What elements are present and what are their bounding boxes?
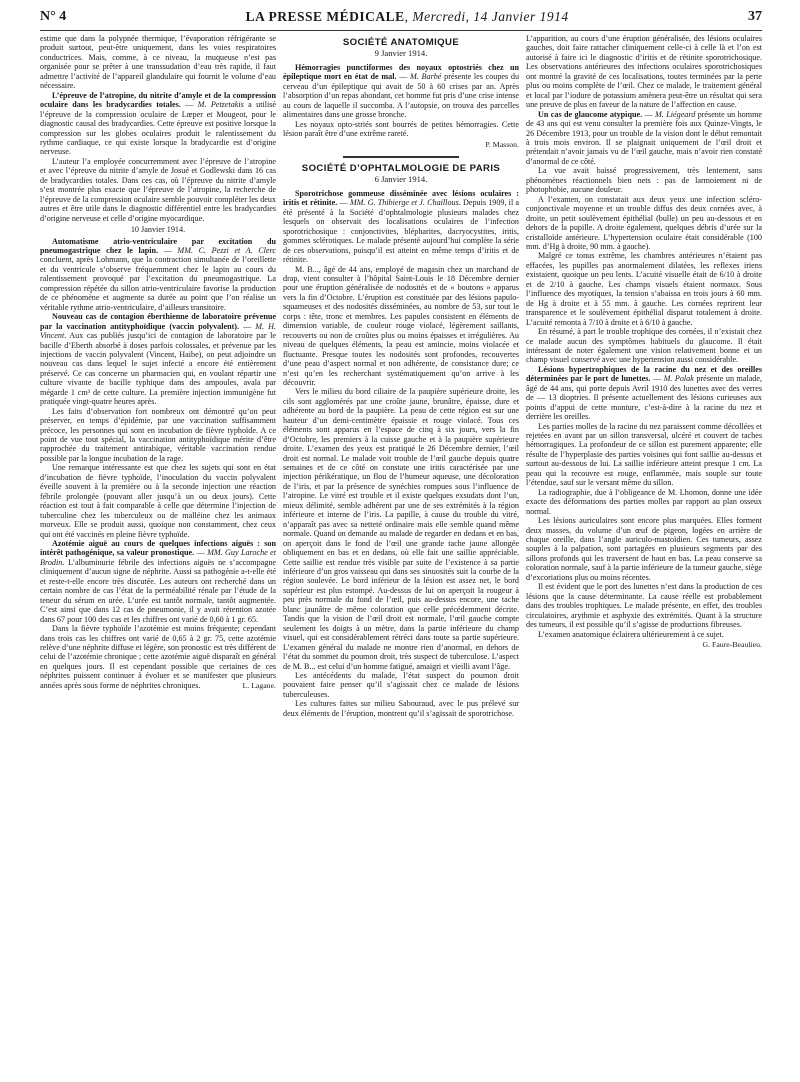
- paragraph: Malgré ce tonus extrême, les chambres antérieures n’étaient pas effacées, les pupilles pas anormalement dilatées, les reflexes iriens existaient, quoique un peu lents. L’acuité visuelle était de 6/10 à droite et de 2/10 à gauche. Les champs visuels étaient normaux. Sous l’influence des myotiques, la tension s’abaissa en trois jours à 60 mm. de Hg à droite et à 55 mm. à gauche. Les cornées reprirent leur transparence et le soulèvement épithélial disparut totalement à droite. L’acuité remonta à 7/10 à droite et à 6/10 à gauche.: [526, 251, 762, 327]
- paragraph: La vue avait baissé progressivement, très lentement, sans phénomènes réactionnels bien nets : pas de larmoiement ni de photophobie, aucune douleur.: [526, 166, 762, 195]
- section-date: 9 Janvier 1914.: [374, 48, 428, 59]
- session-date: 10 Janvier 1914.: [130, 225, 186, 235]
- article-title: Un cas de glaucome atypique.: [538, 109, 643, 119]
- article-text: présente un malade, âgé de 44 ans, qui porte depuis Avril 1910 des lunettes avec des verres de — 13 dioptries. Il présente actuellement des lésions curieuses aux points d’appui de cette monture, c’est-à-dire à la racine du nez et derrière les oreilles.: [526, 374, 763, 422]
- paragraph: estime que dans la polypnée thermique, l’évaporation réfrigérante se produit surtout, peut-être uniquement, dans les voies respiratoires conductrices. Mais, comme, à ce niveau, la muqueuse n’est pas organisée pour se prêter à une transsudation d’eau très rapide, il faut admettre l’activité de l’appareil glandulaire qui fournit le volume d’eau nécessaire.: [40, 34, 276, 91]
- article-text: concluent, après Lohmann, que la contraction simultanée de l’oreillette et du ventricule s’observe fréquemment chez le lapin au cours du ralentissement provoqué par l’excitation du pneumogastrique. La compression répétée du sillon atrio-ventriculaire favorise la production de ce phénomène et augmente sa durée au point que l’on réalise un véritable rythme atrio-ventriculaire, d’ailleurs transitoire.: [40, 255, 276, 312]
- issue-date: Mercredi, 14 Janvier 1914: [412, 9, 569, 24]
- article-text: . L’albuminurie fébrile des infections aiguës ne s’accompagne cliniquement d’aucun signe de néphrite. Aussi sa pathogénie a-t-elle été et reste-t-elle encore très discutée. Les auteurs ont recherché dans un certain nombre de cas l’état de la perméabilité rénale par l’étude de la teneur du sérum en urée. L’urée est tantôt normale, tantôt augmentée. C’est ainsi que dans 12 cas de pneumonie, il y avait rétention azotée dans 67 pour 100 des cas et les chiffres ont varié de 0,60 à 1 gr. 65.: [40, 557, 276, 624]
- article-petzetakis: L’épreuve de l’atropine, du nitrite d’amyle et de la compression oculaire dans les bradycardies totales. — M. Petzetakis a utilisé l’épreuve de la compression oculaire de Lœper et Mougeot, pour le diagnostic causal des bradycardies. Cette épreuve est positive lorsque la compression sur les globes oculaires produit le ralentissement du rythme cardiaque, ce qui existe lorsque la bradycardie est d’origine nerveuse.: [40, 90, 277, 157]
- page-number: 37: [747, 9, 762, 24]
- paragraph: L’examen anatomique éclairera ultérieurement à ce sujet.: [538, 629, 724, 639]
- article-text: Dans la fièvre typhoïde l’azotémie est moins fréquente; cependant dans trois cas les chiffres ont varié de 0,65 à 2 gr. 75, cette azotémie relève d’une néphrite diffuse et légère, son pronostic est très différent de celui de l’azotémie chronique ; cette azotémie aiguë disparaît en général en quelques jours. Il est cependant possible que certaines de ces néphrites puissent continuer à évoluer et se manifester que plusieurs années après sous forme de néphrites chroniques.: [40, 624, 276, 690]
- section-date: 6 Janvier 1914.: [374, 174, 428, 185]
- section-heading: SOCIÉTÉ ANATOMIQUE: [342, 37, 460, 48]
- paragraph: L’apparition, au cours d’une éruption généralisée, des lésions oculaires gauches, doit faire rattacher cliniquement celle-ci à celle là et l’on est autorisé à faire ici le diagnostic d’iritis et de rétinite sporotrichosique. Les observations antérieures des infections oculaires sporotrichosiques ont montré la gravité de ces localisations, toutes terminées par la perte plus ou moins complète de l’œil. Chez ce malade, le traitement général et local par l’iodure de potassium amènera peut-être un résultat qui sera une preuve de plus en faveur de la nature de l’affection en cause.: [526, 34, 762, 110]
- page-header: [40, 4, 762, 31]
- article-barbe: Hémorragies punctiformes des noyaux optostriés chez un épileptique mort en état de mal. — M. Barbé présente les coupes du cerveau d’un épileptique qui avait de 50 à 60 crises par an. Après l’absorption d’un repas abondant, cet homme fut pris d’une crise intense au cours de laquelle il succomba. A l’autopsie, on trouva des parcelles alimentaires dans une grosse bronche.: [283, 62, 520, 120]
- article-text: présente un homme de 43 ans qui est venu consulter la première fois aux Quinze-Vingts, le 26 Décembre 1913, pour un trouble de la vision dont le début remontait à trois mois environ. Il se plaignait uniquement de l’œil droit et prétendait n’avoir jamais vu de l’œil gauche, mais n’avoir rien constaté d’anormal de ce côté.: [526, 109, 762, 166]
- paragraph: A l’examen, on constatait aux deux yeux une infection scléro-conjonctivale moyenne et un trouble diffus des deux cornées avec, à droite, un petit soulèvement épithélial (bulle) un peu au-dessous et en dehors de la pupille. A droite également, quelques débris d’urée sur la cristalloïde antérieure. L’hypertension oculaire était considérable (100 mm. d’Hg à droite, 90 mm. à gauche).: [526, 194, 762, 251]
- paragraph: [40, 624, 276, 690]
- article-title: Hémorragies punctiformes des noyaux optostriés chez un épileptique mort en état de mal.: [283, 62, 519, 82]
- article-laroche-brodin: Azotémie aiguë au cours de quelques infections aiguës : son intérêt pathogénique, sa valeur pronostique. — MM. Guy Laroche et Brodin. L’albuminurie fébrile des infections aiguës ne s’accompagne cliniquement d’aucun signe de néphrite. Aussi sa pathogénie a-t-elle été et reste-t-elle encore très discutée. Les auteurs ont recherché dans un certain nombre de cas l’état de la perméabilité rénale par l’étude de la teneur du sérum en urée. L’urée est tantôt normale, tantôt augmentée. C’est ainsi que dans 12 cas de pneumonie, il y avait rétention azotée dans 67 pour 100 des cas et les chiffres ont varié de 0,60 à 1 gr. 65.: [40, 539, 276, 624]
- signature: L. Lagane.: [242, 680, 276, 690]
- column-left: [40, 34, 276, 690]
- article-text: présente les coupes du cerveau d’un épileptique qui avait de 50 à 60 crises par an. Après l’absorption d’un repas abondant, cet homme fut pris d’une crise intense au cours de laquelle il succomba. A l’autopsie, on trouva des parcelles alimentaires dans une grosse bronche.: [283, 72, 520, 120]
- article-title: Lésions hypertrophiques de la racine du nez et des oreilles déterminées par le port de lunettes.: [526, 364, 762, 384]
- paragraph: En résumé, à part le trouble trophique des cornées, il n’existait chez ce malade aucun des symptômes habituels du glaucome. Il était intéressant de noter également une vision relativement bonne et un champ visuel conservé avec une hypertension aussi considérable.: [526, 327, 762, 365]
- article-author: M. H. Vincent: [40, 321, 277, 341]
- article-text: . Aux cas publiés jusqu’ici de contagion de laboratoire par le bacille d’Eberth absorbé à doses parfois colossales, et prévenue par les injections de vaccin polyvalent (Vincent, Haibe), on peut adjoindre un nouveau cas dans lequel le sujet infecté a encore été entièrement préservé. Ce cas concerne un pharmacien qui, en voulant répartir une culture vivante de bacille typhique dans des ampoules, avala par mégarde 1 cm³ de cette culture. La première injection immunigène fut pratiquée vingt-quatre heures après.: [40, 331, 276, 407]
- paragraph: M. B..., âgé de 44 ans, employé de magasin chez un marchand de drap, vient consulter à l’hôpital Saint-Louis le 18 Décembre dernier pour une éruption généralisée de nodosités et de « boutons » apparus vers la fin d’Octobre. L’éruption est constituée par des lésions papulo-squameuses et des nodosités disséminées, au nombre de 53, sur tout le corps : tête, tronc et membres. Les papules consistent en éléments de dimension variable, de couleur rouge violacé, légèrement saillants, recouverts ou non de croûtes plus ou moins épaisses et irrégulières. Au niveau de quelques éléments, la peau est amincie, moins violacée et fluctuante. Presque toutes les nodosités sont profondes, recouvertes d’une peau d’aspect normal et non adhérente, de consistance dure; ce n’est qu’en les recherchant systématiquement qu’on arrive à les découvrir.: [283, 264, 519, 387]
- article-author: M. Petzetakis: [197, 100, 244, 110]
- article-author: MM. Guy Laroche et Brodin: [40, 548, 276, 567]
- article-liegeard: Un cas de glaucome atypique. — M. Liégeard présente un homme de 43 ans qui est venu consulter la première fois aux Quinze-Vingts, le 26 Décembre 1913, pour un trouble de la vision dont le début remontait à trois mois environ. Il se plaignait uniquement de l’œil droit et prétendait n’avoir jamais vu de l’œil gauche, mais n’avoir rien constaté d’anormal de ce côté.: [526, 109, 762, 166]
- paragraph: Une remarque intéressante est que chez les sujets qui sont en état d’incubation de fièvre typhoïde, l’inoculation du vaccin polyvalent éveille souvent à la première ou à la seconde injection une réaction fébrile prolongée (pouvant aller jusqu’à un ou deux jours). Cette réaction est tout à fait comparable à celle que détermine l’injection de tuberculine chez les tuberculeux ou de malléine chez les animaux morveux. Elle se produit aussi, quoique non constamment, chez ceux qui ont été vaccinés en pleine fièvre typhoïde.: [40, 463, 276, 539]
- paragraph: Les cultures faites sur milieu Sabouraud, avec le pus prélevé sur deux éléments de l’éruption, montrent qu’il s’agissait de sporotrichose.: [283, 699, 519, 718]
- paragraph: Les faits d’observation fort nombreux ont démontré qu’on peut préserver, en temps d’épidémie, par une vaccination suffisamment précoce, les personnes qui sont en incubation de fièvre typhoïde. A ce point de vue tout spécial, la vaccination antityphoïdique mérite d’être rapprochée du traitement antirabique, véritable vaccination rendue possible par la longue incubation de la rage.: [40, 406, 276, 463]
- article-text: . Depuis 1909, il a été présenté à la Société d’ophtalmologie plusieurs malades chez lesquels on observait des localisations oculaires de l’infection sporotrichosique : conjonctivites, blépharites, dacryocystites, iritis, gommes sclérotiques. Le malade présenté aujourd’hui complète la série de ces observations, puisqu’il est atteint en même temps d’iritis et de rétinite.: [283, 198, 520, 265]
- article-pezzi-clerc: Automatisme atrio-ventriculaire par excitation du pneumogastrique chez le lapin. — MM. C. Pezzi et A. Clerc concluent, après Lohmann, que la contraction simultanée de l’oreillette et du ventricule s’observe fréquemment chez le lapin au cours du ralentissement provoqué par l’excitation du pneumogastrique. La compression répétée du sillon atrio-ventriculaire favorise la production de ce phénomène et augmente sa durée au point que l’on réalise un véritable rythme atrio-ventriculaire, d’ailleurs transitoire.: [40, 236, 276, 312]
- article-title: Azotémie aiguë au cours de quelques infections aiguës : son intérêt pathogénique, sa valeur pronostique.: [40, 539, 276, 558]
- running-title: LA PRESSE MÉDICALE, Mercredi, 14 Janvier 1914: [245, 9, 569, 24]
- column-right: [526, 34, 762, 649]
- article-author: M. Liégeard: [655, 109, 696, 119]
- article-title: Automatisme atrio-ventriculaire par excitation du pneumogastrique chez le lapin.: [40, 236, 276, 255]
- article-title: Nouveau cas de contagion éberthienne de laboratoire prévenue par la vaccination antityphoïdique (vaccin polyvalent).: [40, 312, 276, 331]
- paragraph: L’auteur l’a employée concurremment avec l’épreuve de l’atropine et avec l’épreuve du nitrite d’amyle de Josué et Godlewski dans 16 cas de bradycardies totales. Dans ces cas, où l’épreuve du nitrite d’amyle s’est montrée plus exacte que l’épreuve de l’atropine, la recherche de l’épreuve de la compression oculaire semble pouvoir compléter les deux autres et être utile dans le diagnostic différentiel entre les bradycardies d’origine nerveuse et celle d’origine myocardique.: [40, 156, 276, 223]
- paragraph: Les noyaux opto-striés sont bourrés de petites hémorragies. Cette lésion paraît être d’une extrême rareté.: [283, 119, 519, 139]
- paragraph: Il est évident que le port des lunettes n’est dans la production de ces lésions que la cause déterminante. La cause réelle est probablement dans des troubles trophiques. Le malade présente, en effet, des troubles circulatoires, arythmie et asphyxie des extrémités. Quant à la structure des tumeurs, il est possible qu’il s’agisse de productions fibreuses.: [526, 582, 762, 630]
- paragraph: Vers le milieu du bord ciliaire de la paupière supérieure droite, les cils sont agglomérés par une croûte jaune, brunâtre, épaisse, dure et adhérente au bord de la paupière. La peau de cette région est sur une hauteur d’un demi-centimètre épaissie et rouge violacé. Tous ces éléments sont apparus en l’espace de cinq à six jours, vers la fin d’Octobre, les premiers à la cuisse gauche et à la paupière supérieure droite. L’examen des yeux est pratiqué le 26 Décembre dernier, l’œil droit est normal. Le malade voit trouble de l’œil gauche depuis quatre semaines et de ce côté on constate une iritis caractérisée par une injection périkératique, un flou de l’humeur aqueuse, une décoloration de l’iris, et par la présence de synéchies rompues sous l’influence de l’atropine. Le vitré est trouble et il existe quelques exsudats dont l’un, mieux délimité, semble adhérent par une de ses extrémités à la région inférieure et interne de l’iris. La papille, à cause du trouble du vitré, n’apparaît pas avec sa netteté ordinaire mais elle semble quand même normale. Quand on demande au malade de regarder en dedans et en bas, on aperçoit dans le fond de l’œil une grande tache jaune allongée obliquement en bas et en dedans, où elle fait une saillie appréciable. Cette saillie est rendue très visible par suite de l’existence à sa partie inférieure d’un gros vaisseau qui dans ses sinuosités suit la courbe de la région soulevée. Le bord inférieur de la lésion est assez net, le bord supérieur est plus estompé. Au-dessus de lui on aperçoit la rougeur à peu près normale du fond de l’œil, puis au-dessus encore, une tache blanc jaunâtre de même coloration que celle précédemment décrite. Tandis que la vision de l’œil droit est normale, l’œil gauche compte seulement les doigts à un mètre, dans la partie inférieure du champ visuel, qui est considérablement rétréci dans toute sa partie supérieure. L’examen général du malade ne montre rien d’anormal, en dehors de l’état du sommet du poumon droit, très suspect de tuberculose. L’aspect de M. B... est celui d’un homme fatigué, amaigri et vieilli avant l’âge.: [283, 387, 519, 671]
- issue-number: N° 4: [40, 9, 67, 24]
- article-author: MM. C. Pezzi et A. Clerc: [177, 245, 276, 255]
- article-title: L’épreuve de l’atropine, du nitrite d’amyle et de la compression oculaire dans les bradycardies totales.: [40, 90, 276, 110]
- column-middle: [283, 34, 519, 718]
- signature: G. Faure-Beaulieu.: [702, 640, 762, 649]
- article-author: MM. G. Thibierge et J. Chaillous: [349, 198, 459, 208]
- article-title: Sporotrichose gommeuse disséminée avec lésions oculaires : iritis et rétinite.: [283, 188, 519, 208]
- paragraph: La radiographie, due à l’obligeance de M. Lhomon, donne une idée exacte des déformations des parties molles par rapport au plan osseux normal.: [526, 487, 762, 516]
- section-heading: SOCIÉTÉ D’OPHTALMOLOGIE DE PARIS: [301, 162, 501, 174]
- section-divider: [343, 156, 459, 158]
- article-vincent: Nouveau cas de contagion éberthienne de laboratoire prévenue par la vaccination antityphoïdique (vaccin polyvalent). — M. H. Vincent. Aux cas publiés jusqu’ici de contagion de laboratoire par le bacille d’Eberth absorbé à doses parfois colossales, et prévenue par les injections de vaccin polyvalent (Vincent, Haibe), on peut adjoindre un nouveau cas dans lequel le sujet infecté a encore été entièrement préservé. Ce cas concerne un pharmacien qui, en voulant répartir une culture vivante de bacille typhique dans des ampoules, avala par mégarde 1 cm³ de cette culture. La première injection immunigène fut pratiquée vingt-quatre heures après.: [40, 312, 277, 407]
- signature: P. Masson.: [485, 139, 519, 149]
- journal-title: LA PRESSE MÉDICALE: [245, 9, 405, 24]
- article-polak: Lésions hypertrophiques de la racine du nez et des oreilles déterminées par le port de lunettes. — M. Polak présente un malade, âgé de 44 ans, qui porte depuis Avril 1910 des lunettes avec des verres de — 13 dioptries. Il présente actuellement des lésions curieuses aux points d’appui de cette monture, c’est-à-dire à la racine du nez et derrière les oreilles.: [526, 364, 763, 422]
- paragraph: Les parties molles de la racine du nez paraissent comme décollées et rejetées en avant par un sillon transversal, ulcéré et couvert de taches hémorragiques. La profondeur de ce sillon est purement apparente; elle résulte de l’hyperplasie des parties voisines qui font saillie au-dessus et surtout au-dessous de lui. La saillie inférieure atteint presque 1 cm. La peau qui la recouvre est rouge, enflammée, mais souple sur toute l’étendue, sauf sur le versant même du sillon.: [526, 421, 762, 488]
- paragraph: Les antécédents du malade, l’état suspect du poumon droit pouvaient faire penser qu’il s’agissait chez ce malade de lésions tuberculeuses.: [283, 671, 519, 699]
- article-text: a utilisé l’épreuve de la compression oculaire de Lœper et Mougeot, pour le diagnostic causal des bradycardies. Cette épreuve est positive lorsque la compression sur les globes oculaires produit le ralentissement du rythme cardiaque, ce qui existe lorsque la bradycardie est d’origine nerveuse.: [40, 100, 277, 157]
- article-thibierge-chaillous: Sporotrichose gommeuse disséminée avec lésions oculaires : iritis et rétinite. — MM. G. Thibierge et J. Chaillous. Depuis 1909, il a été présenté à la Société d’ophtalmologie plusieurs malades chez lesquels on observait des localisations oculaires de l’infection sporotrichosique : conjonctivites, blépharites, dacryocystites, iritis, gommes sclérotiques. Le malade présenté aujourd’hui complète la série de ces observations, puisqu’il est atteint en même temps d’iritis et de rétinite.: [283, 188, 520, 265]
- article-author: M. Polak: [663, 374, 694, 384]
- paragraph: Les lésions auriculaires sont encore plus marquées. Elles forment deux masses, du volume d’un œuf de pigeon, logées en arrière de chaque oreille, dans l’angle auriculo-mastoïdien. Ces tumeurs, assez souples à la palpation, sont partagées en plusieurs segments par des sillons profonds qui les traversent de haut en bas. La peau conserve sa coloration normale, sauf à la partie inférieure de la tumeur gauche, siège d’excoriations plus ou moins récentes.: [526, 516, 762, 582]
- article-author: M. Barbé: [410, 72, 442, 82]
